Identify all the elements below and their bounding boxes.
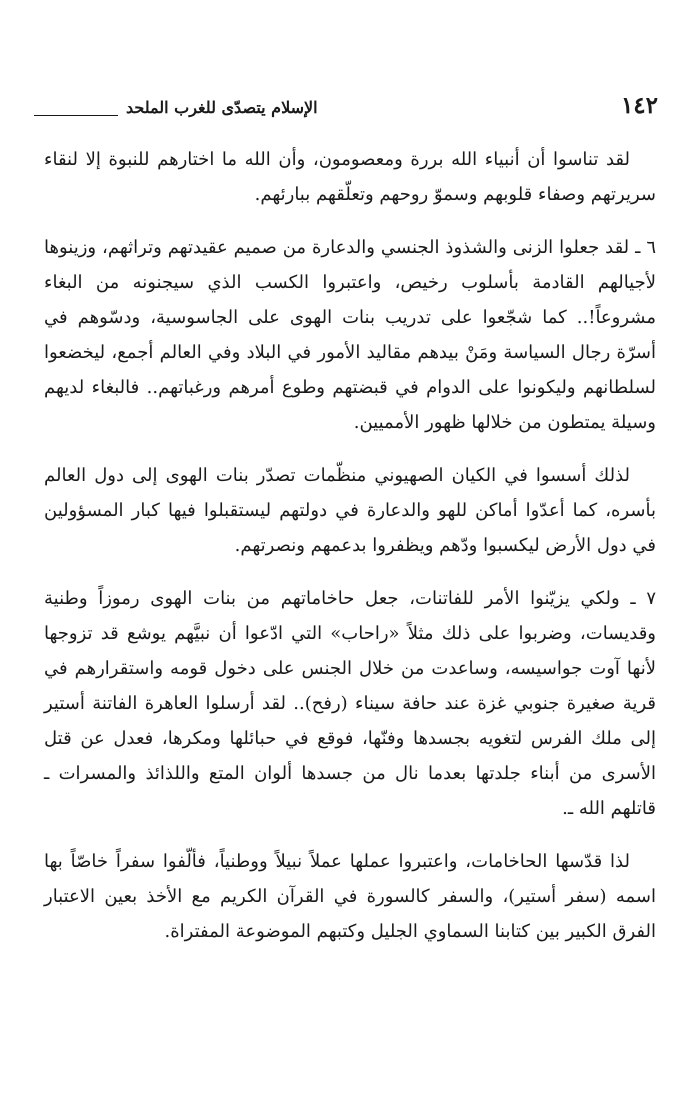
page-number: ١٤٢ [620, 92, 658, 119]
page-body [44, 142, 656, 967]
running-title: الإسلام يتصدّى للغرب الملحد [126, 98, 318, 117]
paragraph-item-6: ٦ ـ لقد جعلوا الزنى والشذوذ الجنسي والدعارة من صميم عقيدتهم وتراثهم، وزينوها لأجيالهم القادمة بأسلوب رخيص، واعتبروا الكسب الذي سيجنونه من البغاء مشروعاً!.. كما شجّعوا على تدريب بنات الهوى على الجاسوسية، ودسّوهم في أسرّة رجال السياسة ومَنْ بيدهم مقاليد الأمور في البلاد وفي العالم أجمع، ليخضعوا لسلطانهم وليكونوا على الدوام في قبضتهم وطوع أمرهم ورغباتهم.. فالبغاء لديهم وسيلة يمتطون من خلالها ظهور الأمميين. [44, 237, 656, 433]
paragraph-item-7: ٧ ـ ولكي يزيّنوا الأمر للفاتنات، جعل حاخاماتهم من بنات الهوى رموزاً وطنية وقديسات، وضربوا على ذلك مثلاً «راحاب» التي ادّعوا أن نبيَّهم يوشع قد تزوجها لأنها آوت جواسيسه، وساعدت من خلال الجنس على دخول قومه واستقرارهم في قرية صغيرة جنوبي غزة عند حافة سيناء (رفح).. لقد أرسلوا العاهرة الفاتنة أستير إلى ملك الفرس لتغويه بجسدها وفنّها، فوقع في حبائلها ومكرها، فعدل عن قتل الأسرى من أبناء جلدتها بعدما نال من جسدها ألوان المتع واللذائذ والمسرات ـ قاتلهم الله ـ. [44, 588, 656, 819]
header-rule [34, 115, 118, 116]
header-title-group [34, 96, 318, 122]
paragraph: لقد تناسوا أن أنبياء الله بررة ومعصومون، وأن الله ما اختارهم للنبوة إلا لنقاء سريرتهم وصفاء قلوبهم وسموّ روحهم وتعلّقهم ببارئهم. [44, 149, 656, 205]
paragraph-last: لذا قدّسها الحاخامات، واعتبروا عملها عملاً نبيلاً ووطنياً، فألّفوا سفراً خاصّاً بها اسمه (سفر أستير)، والسفر كالسورة في القرآن الكريم مع الأخذ بعين الاعتبار الفرق الكبير بين كتابنا السماوي الجليل وكتبهم الموضوعة المفتراة. [44, 851, 656, 942]
running-header [34, 86, 658, 122]
paragraph: لذلك أسسوا في الكيان الصهيوني منظّمات تصدّر بنات الهوى إلى دول العالم بأسره، كما أعدّوا أماكن للهو والدعارة في دولتهم ليستقبلوا فيها كبار المسؤولين في دول الأرض ليكسبوا ودّهم ويظفروا بدعمهم ونصرتهم. [44, 465, 656, 556]
